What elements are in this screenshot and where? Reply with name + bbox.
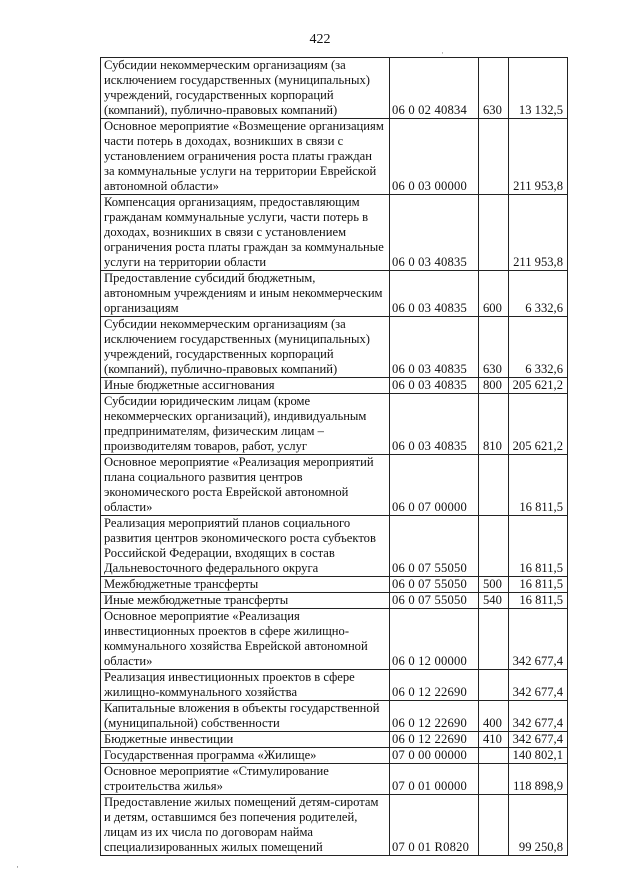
row-code-cell: 06 0 12 22690	[390, 732, 479, 748]
row-name-cell: Субсидии некоммерческим организациям (за исключением государственных (муниципальных) учреждений, государственных корпораций (компаний), публично-правовых компаний)	[101, 317, 390, 378]
row-type-cell: 630	[479, 58, 509, 119]
row-name-cell: Реализация мероприятий планов социального развития центров экономического роста субъектов Российской Федерации, входящих в состав Дальневосточного федерального округа	[101, 516, 390, 577]
row-name-cell: Государственная программа «Жилище»	[101, 748, 390, 764]
table-row	[101, 577, 568, 593]
row-code-cell: 06 0 07 55050	[390, 577, 479, 593]
row-amount-cell: 16 811,5	[509, 577, 568, 593]
table-row	[101, 516, 568, 577]
row-code-cell: 06 0 03 00000	[390, 119, 479, 195]
row-amount-cell: 16 811,5	[509, 516, 568, 577]
row-code-cell: 06 0 07 00000	[390, 455, 479, 516]
row-name-cell: Иные межбюджетные трансферты	[101, 593, 390, 609]
row-amount-cell: 342 677,4	[509, 670, 568, 701]
row-name-cell: Реализация инвестиционных проектов в сфере жилищно-коммунального хозяйства	[101, 670, 390, 701]
row-name-cell: Капитальные вложения в объекты государственной (муниципальной) собственности	[101, 701, 390, 732]
row-amount-cell: 16 811,5	[509, 455, 568, 516]
table-row	[101, 195, 568, 271]
table-row	[101, 764, 568, 795]
row-code-cell: 07 0 01 R0820	[390, 795, 479, 856]
row-type-cell	[479, 748, 509, 764]
row-amount-cell: 211 953,8	[509, 195, 568, 271]
row-name-cell: Субсидии некоммерческим организациям (за исключением государственных (муниципальных) учреждений, государственных корпораций (компаний), публично-правовых компаний)	[101, 58, 390, 119]
row-amount-cell: 16 811,5	[509, 593, 568, 609]
row-type-cell: 410	[479, 732, 509, 748]
table-row	[101, 394, 568, 455]
row-code-cell: 06 0 03 40835	[390, 394, 479, 455]
row-amount-cell: 140 802,1	[509, 748, 568, 764]
row-code-cell: 06 0 03 40835	[390, 271, 479, 317]
row-amount-cell: 342 677,4	[509, 701, 568, 732]
row-name-cell: Основное мероприятие «Реализация мероприятий плана социального развития центров экономического роста Еврейской автономной области»	[101, 455, 390, 516]
row-type-cell	[479, 455, 509, 516]
row-amount-cell: 13 132,5	[509, 58, 568, 119]
row-type-cell	[479, 764, 509, 795]
row-name-cell: Основное мероприятие «Реализация инвестиционных проектов в сфере жилищно- коммунального хозяйства Еврейской автономной области»	[101, 609, 390, 670]
table-row	[101, 701, 568, 732]
row-name-cell: Основное мероприятие «Стимулирование строительства жилья»	[101, 764, 390, 795]
table-row	[101, 378, 568, 394]
row-code-cell: 06 0 12 22690	[390, 701, 479, 732]
row-type-cell: 500	[479, 577, 509, 593]
page-number: 422	[309, 32, 331, 47]
row-name-cell: Предоставление жилых помещений детям-сиротам и детям, оставшимся без попечения родителей, лицам из их числа по договорам найма специализированных жилых помещений	[101, 795, 390, 856]
table-row	[101, 593, 568, 609]
table-row	[101, 271, 568, 317]
row-name-cell: Компенсация организациям, предоставляющим гражданам коммунальные услуги, части потерь в доходах, возникших в связи с установлением ограничения роста платы граждан за коммунальные услуги на территории области	[101, 195, 390, 271]
row-type-cell	[479, 119, 509, 195]
table-row	[101, 748, 568, 764]
table-row	[101, 732, 568, 748]
table-row	[101, 455, 568, 516]
row-type-cell: 400	[479, 701, 509, 732]
row-amount-cell: 6 332,6	[509, 271, 568, 317]
row-code-cell: 06 0 03 40835	[390, 317, 479, 378]
row-type-cell: 800	[479, 378, 509, 394]
row-name-cell: Бюджетные инвестиции	[101, 732, 390, 748]
row-amount-cell: 205 621,2	[509, 394, 568, 455]
row-amount-cell: 205 621,2	[509, 378, 568, 394]
row-type-cell	[479, 195, 509, 271]
row-type-cell: 630	[479, 317, 509, 378]
row-name-cell: Субсидии юридическим лицам (кроме некоммерческих организаций), индивидуальным предпринимателям, физическим лицам – производителям товаров, работ, услуг	[101, 394, 390, 455]
scan-speck: ·	[16, 862, 19, 872]
row-type-cell: 810	[479, 394, 509, 455]
row-code-cell: 07 0 01 00000	[390, 764, 479, 795]
row-type-cell: 600	[479, 271, 509, 317]
budget-table	[100, 57, 568, 856]
budget-table-body	[101, 58, 568, 856]
row-type-cell	[479, 516, 509, 577]
row-code-cell: 06 0 12 00000	[390, 609, 479, 670]
row-amount-cell: 99 250,8	[509, 795, 568, 856]
row-code-cell: 06 0 12 22690	[390, 670, 479, 701]
row-name-cell: Межбюджетные трансферты	[101, 577, 390, 593]
row-type-cell: 540	[479, 593, 509, 609]
table-row	[101, 795, 568, 856]
row-code-cell: 06 0 02 40834	[390, 58, 479, 119]
row-code-cell: 06 0 03 40835	[390, 378, 479, 394]
row-type-cell	[479, 795, 509, 856]
row-type-cell	[479, 670, 509, 701]
row-amount-cell: 118 898,9	[509, 764, 568, 795]
table-row	[101, 119, 568, 195]
row-amount-cell: 6 332,6	[509, 317, 568, 378]
row-amount-cell: 342 677,4	[509, 609, 568, 670]
row-type-cell	[479, 609, 509, 670]
row-name-cell: Предоставление субсидий бюджетным, автономным учреждениям и иным некоммерческим организациям	[101, 271, 390, 317]
table-row	[101, 609, 568, 670]
row-amount-cell: 342 677,4	[509, 732, 568, 748]
table-row	[101, 317, 568, 378]
row-code-cell: 06 0 07 55050	[390, 516, 479, 577]
row-code-cell: 06 0 07 55050	[390, 593, 479, 609]
row-code-cell: 06 0 03 40835	[390, 195, 479, 271]
scan-speck: ·	[441, 48, 444, 58]
row-amount-cell: 211 953,8	[509, 119, 568, 195]
row-name-cell: Иные бюджетные ассигнования	[101, 378, 390, 394]
table-row	[101, 58, 568, 119]
table-row	[101, 670, 568, 701]
row-name-cell: Основное мероприятие «Возмещение организациям части потерь в доходах, возникших в связи с установлением ограничения роста платы граждан за коммунальные услуги на территории Еврейской автономной области»	[101, 119, 390, 195]
row-code-cell: 07 0 00 00000	[390, 748, 479, 764]
